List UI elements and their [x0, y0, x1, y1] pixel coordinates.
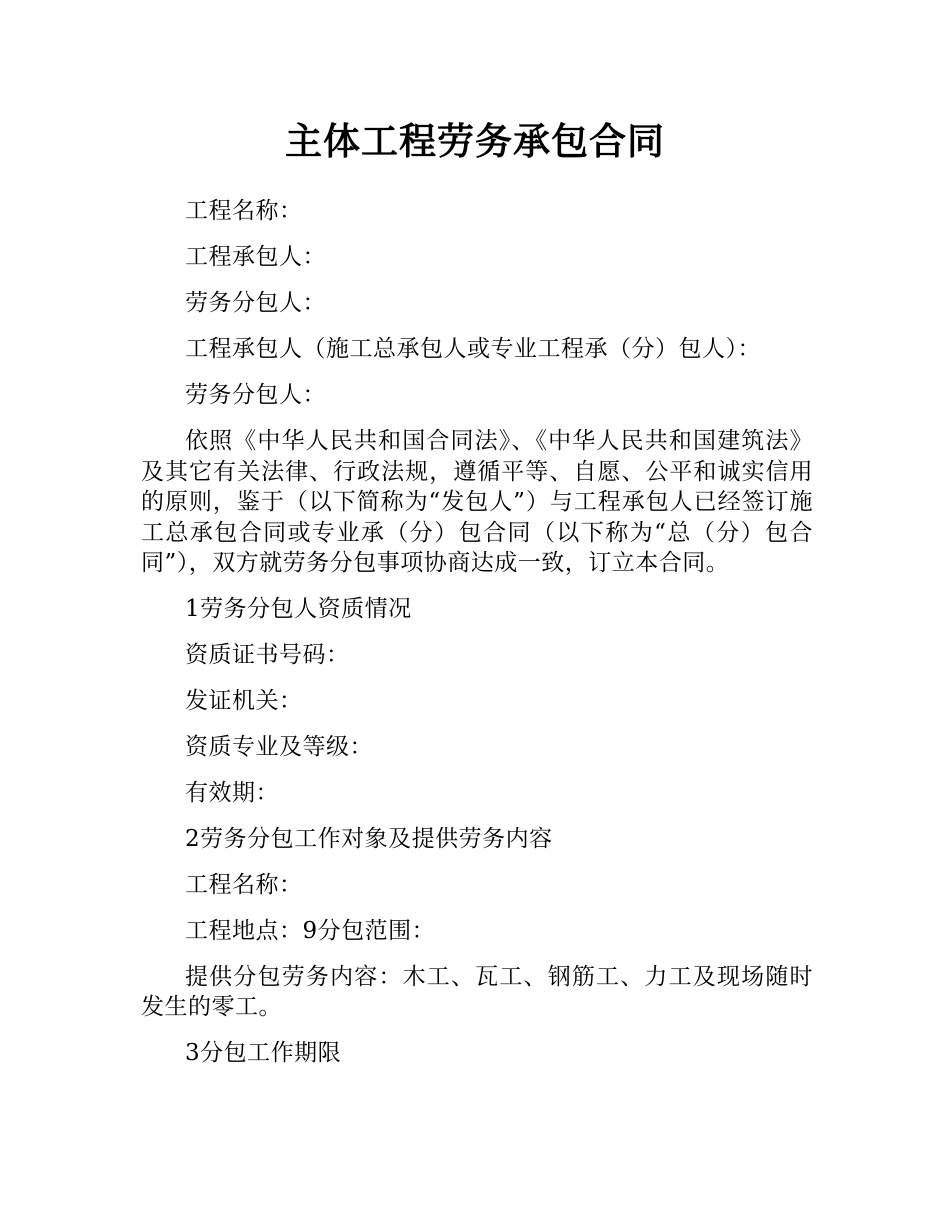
section-2-heading: 2劳务分包工作对象及提供劳务内容 [185, 825, 553, 852]
paragraph-labor-content: 提供分包劳务内容：木工、瓦工、钢筋工、力工及现场随时发生的零工。 [141, 963, 813, 1020]
paragraph-project-location: 工程地点：9分包范围： [185, 917, 436, 944]
paragraph-qualification-level: 资质专业及等级： [185, 733, 373, 760]
paragraph-project-name-2: 工程名称： [185, 871, 303, 898]
paragraph-subcontractor-2: 劳务分包人： [185, 382, 326, 408]
paragraph-contractor: 工程承包人： [185, 244, 326, 270]
paragraph-project-name: 工程名称： [185, 198, 303, 224]
paragraph-issuing-authority: 发证机关： [185, 687, 303, 714]
section-1-heading: 1劳务分包人资质情况 [185, 595, 412, 622]
paragraph-validity-period: 有效期： [185, 779, 279, 806]
paragraph-certificate-number: 资质证书号码： [185, 641, 350, 668]
paragraph-subcontractor: 劳务分包人： [185, 290, 326, 316]
document-title: 主体工程劳务承包合同 [285, 120, 665, 163]
paragraph-preamble: 依照《中华人民共和国合同法》、《中华人民共和国建筑法》及其它有关法律、行政法规，遵循平等、自愿、公平和诚实信用的原则，鉴于（以下简称为“发包人”）与工程承包人已经签订施工总承包合同或专业承（分）包合同（以下称为“总（分）包合同”），双方就劳务分包事项协商达成一致，订立本合同。 [141, 428, 813, 576]
paragraph-contractor-full: 工程承包人（施工总承包人或专业工程承（分）包人）： [185, 336, 761, 362]
section-3-heading: 3分包工作期限 [185, 1039, 342, 1066]
document-body [141, 196, 813, 1084]
